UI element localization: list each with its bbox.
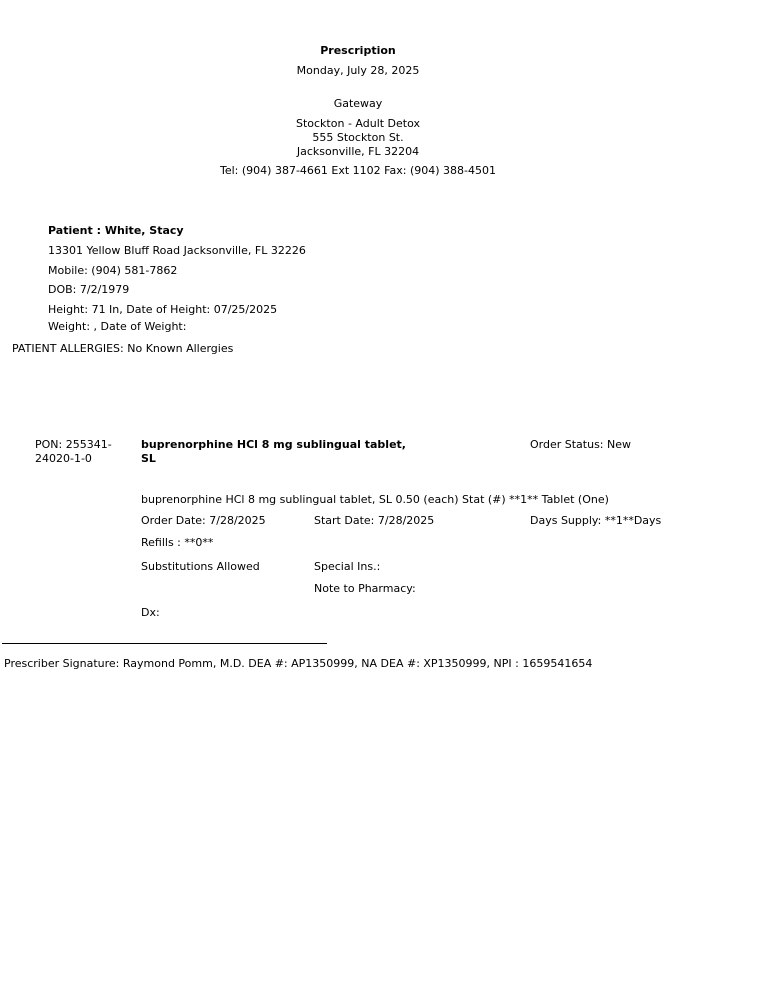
order-date: Order Date: 7/28/2025 — [141, 514, 266, 527]
start-date: Start Date: 7/28/2025 — [314, 514, 435, 527]
facility-name: Stockton - Adult Detox — [295, 117, 421, 130]
prescriber-signature: Prescriber Signature: Raymond Pomm, M.D. DEA #: AP1350999, NA DEA #: XP1350999, NPI : 1659541654 — [4, 657, 593, 670]
patient-name: Patient : White, Stacy — [48, 224, 184, 237]
pon-number-line2: 24020-1-0 — [35, 452, 92, 465]
diagnosis: Dx: — [141, 606, 160, 619]
patient-address: 13301 Yellow Bluff Road Jacksonville, FL 32226 — [48, 244, 306, 257]
patient-mobile: Mobile: (904) 581-7862 — [48, 264, 178, 277]
substitutions: Substitutions Allowed — [141, 560, 260, 573]
note-to-pharmacy: Note to Pharmacy: — [314, 582, 416, 595]
patient-dob: DOB: 7/2/1979 — [48, 283, 130, 296]
order-status: Order Status: New — [530, 438, 632, 451]
document-title: Prescription — [320, 44, 396, 57]
patient-weight: Weight: , Date of Weight: — [48, 320, 187, 333]
signature-line — [2, 643, 327, 644]
drug-name-line1: buprenorphine HCl 8 mg sublingual tablet, — [141, 438, 406, 451]
drug-sig: buprenorphine HCl 8 mg sublingual tablet, SL 0.50 (each) Stat (#) **1** Tablet (One) — [141, 493, 609, 506]
patient-allergies: PATIENT ALLERGIES: No Known Allergies — [12, 342, 234, 355]
drug-name-line2: SL — [141, 452, 156, 465]
days-supply: Days Supply: **1**Days — [530, 514, 662, 527]
facility-address-line1: 555 Stockton St. — [312, 131, 404, 144]
pon-number-line1: PON: 255341- — [35, 438, 112, 451]
organization-name: Gateway — [333, 97, 383, 110]
facility-address-line2: Jacksonville, FL 32204 — [296, 145, 420, 158]
refills: Refills : **0** — [141, 536, 214, 549]
patient-height: Height: 71 In, Date of Height: 07/25/2025 — [48, 303, 278, 316]
facility-contact: Tel: (904) 387-4661 Ext 1102 Fax: (904) 388-4501 — [220, 164, 496, 177]
special-instructions: Special Ins.: — [314, 560, 381, 573]
document-date: Monday, July 28, 2025 — [296, 64, 420, 77]
